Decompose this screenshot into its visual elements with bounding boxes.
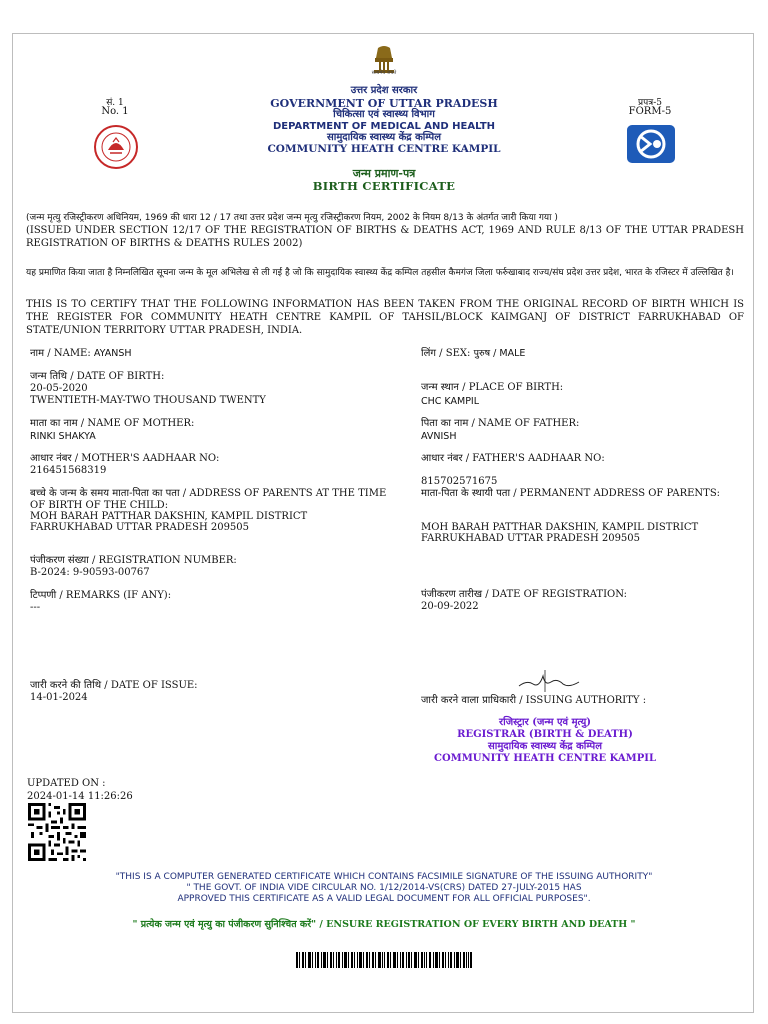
- mother-value: RINKI SHAKYA: [30, 431, 96, 442]
- permanent-address-value: MOH BARAH PATTHAR DAKSHIN, KAMPIL DISTRICT FARRUKHABAD UTTAR PRADESH 209505: [421, 522, 699, 544]
- place-of-birth-value: CHC KAMPIL: [421, 396, 480, 407]
- form-no-en: FORM-5: [628, 106, 672, 117]
- issue-date-value: 14-01-2024: [30, 692, 88, 703]
- sex-label: लिंग / SEX:: [421, 348, 471, 359]
- serial-no-hi: सं. 1: [106, 98, 124, 108]
- footer-line-3: APPROVED THIS CERTIFICATE AS A VALID LEGAL DOCUMENT FOR ALL OFFICIAL PURPOSES".: [177, 894, 591, 904]
- crs-logo-icon: [626, 124, 676, 164]
- updated-label: UPDATED ON :: [27, 778, 106, 789]
- footer-line-2: " THE GOVT. OF INDIA VIDE CIRCULAR NO. 1/12/2014-VS(CRS) DATED 27-JULY-2015 HAS: [186, 883, 582, 893]
- issue-date-label: जारी करने की तिथि / DATE OF ISSUE:: [30, 680, 198, 691]
- header-state-en: GOVERNMENT OF UTTAR PRADESH: [270, 97, 498, 110]
- remarks-label: टिप्पणी / REMARKS (IF ANY):: [30, 590, 172, 601]
- title-en: BIRTH CERTIFICATE: [312, 179, 456, 193]
- father-value: AVNISH: [421, 431, 457, 442]
- father-aadhaar-value: 815702571675: [421, 476, 498, 487]
- registrar-line-1: रजिस्ट्रार (जन्म एवं मृत्यु): [499, 717, 591, 728]
- qr-code-icon: [27, 803, 87, 861]
- name-field: [30, 348, 400, 360]
- form-no-hi: प्रपत्र-5: [638, 98, 662, 108]
- dob-value: 20-05-2020: [30, 383, 88, 394]
- registration-date-label: पंजीकरण तारीख / DATE OF REGISTRATION:: [421, 589, 627, 600]
- certify-en: THIS IS TO CERTIFY THAT THE FOLLOWING INFORMATION HAS BEEN TAKEN FROM THE ORIGINAL RECORD OF BIRTH WHICH IS THE REGISTER FOR COMMUNITY HEATH CENTRE KAMPIL OF TAHSIL/BLOCK KAIMGANJ OF DISTRICT FARRUKHABAD OF STATE/UNION TERRITORY UTTAR PRADESH, INDIA.: [26, 299, 744, 336]
- header-centre-en: COMMUNITY HEATH CENTRE KAMPIL: [267, 143, 501, 155]
- barcode-icon: [296, 952, 472, 968]
- dob-words-value: TWENTIETH-MAY-TWO THOUSAND TWENTY: [30, 395, 266, 406]
- up-government-seal-icon: [93, 124, 139, 170]
- remarks-value: ---: [30, 602, 41, 613]
- header-dept-hi: चिकित्सा एवं स्वास्थ्य विभाग: [333, 109, 435, 120]
- footer-line-1: "THIS IS A COMPUTER GENERATED CERTIFICATE WHICH CONTAINS FACSIMILE SIGNATURE OF THE ISSUING AUTHORITY": [115, 872, 653, 882]
- registration-number-value: B-2024: 9-90593-00767: [30, 567, 150, 578]
- header-dept-en: DEPARTMENT OF MEDICAL AND HEALTH: [272, 121, 496, 132]
- footer-slogan: " प्रत्येक जन्म एवं मृत्यु का पंजीकरण सुनिश्चित करें" / ENSURE REGISTRATION OF EVERY BIRTH AND DEATH ": [132, 919, 636, 930]
- registrar-line-3: सामुदायिक स्वास्थ्य केंद्र कम्पिल: [487, 741, 603, 752]
- address-label: बच्चे के जन्म के समय माता-पिता का पता / ADDRESS OF PARENTS AT THE TIME OF BIRTH OF THE CHILD:: [30, 488, 387, 511]
- header-centre-hi: सामुदायिक स्वास्थ्य केंद्र कम्पिल: [326, 132, 442, 143]
- place-of-birth-label: जन्म स्थान / PLACE OF BIRTH:: [421, 382, 564, 393]
- updated-value: 2024-01-14 11:26:26: [27, 791, 133, 802]
- registrar-line-2: REGISTRAR (BIRTH & DEATH): [457, 729, 633, 740]
- signature-icon: [515, 668, 585, 694]
- mother-aadhaar-value: 216451568319: [30, 465, 107, 476]
- header-state-hi: उत्तर प्रदेश सरकार: [350, 85, 418, 96]
- permanent-address-label: माता-पिता के स्थायी पता / PERMANENT ADDRESS OF PARENTS:: [421, 488, 721, 499]
- sex-value: पुरुष / MALE: [473, 348, 526, 359]
- issued-under-hi: (जन्म मृत्यु रजिस्ट्रीकरण अधिनियम, 1969 की धारा 12 / 17 तथा उत्तर प्रदेश जन्म मृत्यु रजिस्ट्रीकरण नियम, 2002 के नियम 8/13 के अंतर्गत जारी किया गया ): [26, 213, 558, 223]
- certify-hi: यह प्रमाणित किया जाता है निम्नलिखित सूचना जन्म के मूल अभिलेख से ली गई है जो कि सामुदायिक स्वास्थ्य केंद्र कम्पिल तहसील कैमगंज जिला फर्रुखाबाद राज्य/संघ प्रदेश उत्तर प्रदेश, भारत के रजिस्टर में उल्लिखित है।: [26, 268, 734, 278]
- registrar-line-4: COMMUNITY HEATH CENTRE KAMPIL: [434, 753, 656, 764]
- father-aadhaar-label: आधार नंबर / FATHER'S AADHAAR NO:: [421, 453, 605, 464]
- name-value: AYANSH: [93, 348, 132, 359]
- registration-date-value: 20-09-2022: [421, 601, 479, 612]
- title-hi: जन्म प्रमाण-पत्र: [352, 167, 416, 180]
- mother-aadhaar-label: आधार नंबर / MOTHER'S AADHAAR NO:: [30, 453, 220, 464]
- father-label: पिता का नाम / NAME OF FATHER:: [421, 418, 580, 429]
- dob-label: जन्म तिथि / DATE OF BIRTH:: [30, 371, 165, 382]
- mother-label: माता का नाम / NAME OF MOTHER:: [30, 418, 195, 429]
- name-label: नाम / NAME:: [30, 348, 91, 359]
- issued-under-en: (ISSUED UNDER SECTION 12/17 OF THE REGISTRATION OF BIRTHS & DEATHS ACT, 1969 AND RULE 8/13 OF THE UTTAR PRADESH REGISTRATION OF BIRTHS & DEATHS RULES 2002): [26, 225, 744, 249]
- serial-no-en: No. 1: [101, 106, 129, 117]
- issuing-authority-label: जारी करने वाला प्राधिकारी / ISSUING AUTHORITY :: [421, 695, 647, 706]
- sex-field: [421, 348, 741, 360]
- address-value: MOH BARAH PATTHAR DAKSHIN, KAMPIL DISTRICT FARRUKHABAD UTTAR PRADESH 209505: [30, 511, 308, 533]
- emblem-motto: सत्यमेव जयते: [371, 70, 397, 76]
- registration-number-label: पंजीकरण संख्या / REGISTRATION NUMBER:: [30, 555, 237, 566]
